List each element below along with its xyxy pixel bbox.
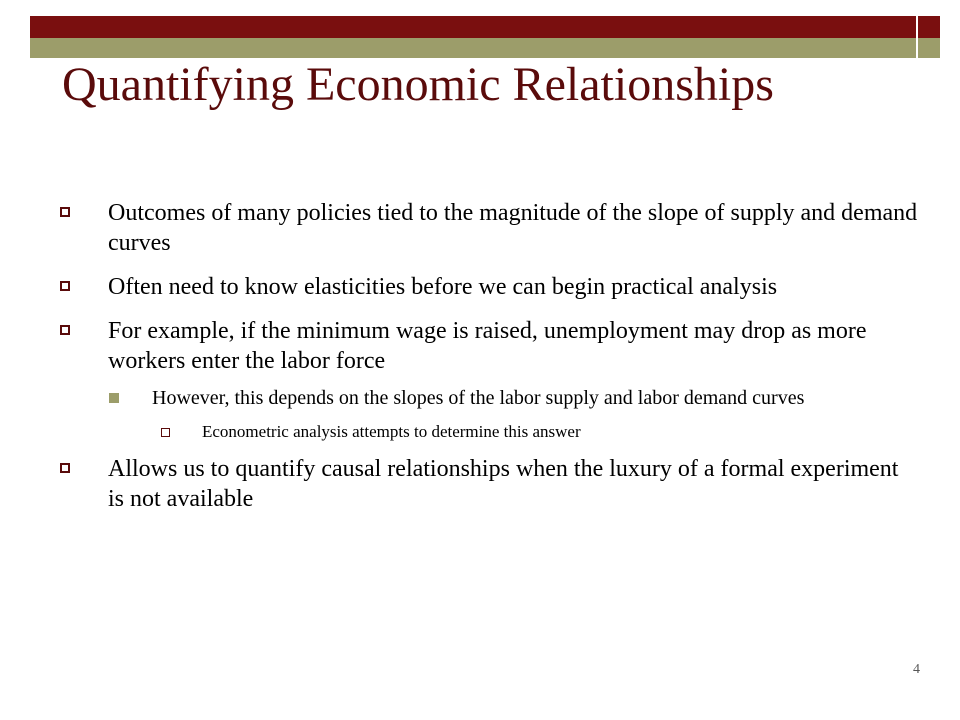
hollow-square-bullet-icon — [60, 463, 70, 473]
bullet-text: Allows us to quantify causal relationships when the luxury of a formal experiment is not available — [108, 456, 899, 512]
sub-bullet-item — [60, 386, 920, 410]
sub-bullet-text: However, this depends on the slopes of the labor supply and labor demand curves — [152, 387, 805, 409]
bullet-item — [60, 454, 920, 514]
bullet-item — [60, 316, 920, 376]
bullet-text: For example, if the minimum wage is raised, unemployment may drop as more workers enter the labor force — [108, 318, 867, 374]
hollow-square-bullet-icon — [60, 207, 70, 217]
header-square-red — [918, 16, 940, 38]
page-number: 4 — [913, 662, 920, 677]
header-bar-olive — [30, 38, 916, 58]
sub-sub-bullet-item — [60, 421, 920, 443]
header-bar-red — [30, 16, 916, 38]
hollow-square-bullet-icon — [60, 325, 70, 335]
bullet-text: Often need to know elasticities before we can begin practical analysis — [108, 274, 778, 300]
hollow-square-bullet-icon — [60, 281, 70, 291]
bullet-item — [60, 198, 920, 258]
bullet-item — [60, 272, 920, 302]
bullet-text: Outcomes of many policies tied to the magnitude of the slope of supply and demand curves — [108, 200, 918, 256]
filled-square-bullet-icon — [109, 393, 119, 403]
header-square-olive — [918, 38, 940, 58]
slide-title: Quantifying Economic Relationships — [62, 58, 774, 111]
hollow-square-bullet-icon — [161, 428, 170, 437]
sub-sub-bullet-text: Econometric analysis attempts to determine this answer — [202, 422, 581, 441]
slide-body — [60, 198, 920, 528]
